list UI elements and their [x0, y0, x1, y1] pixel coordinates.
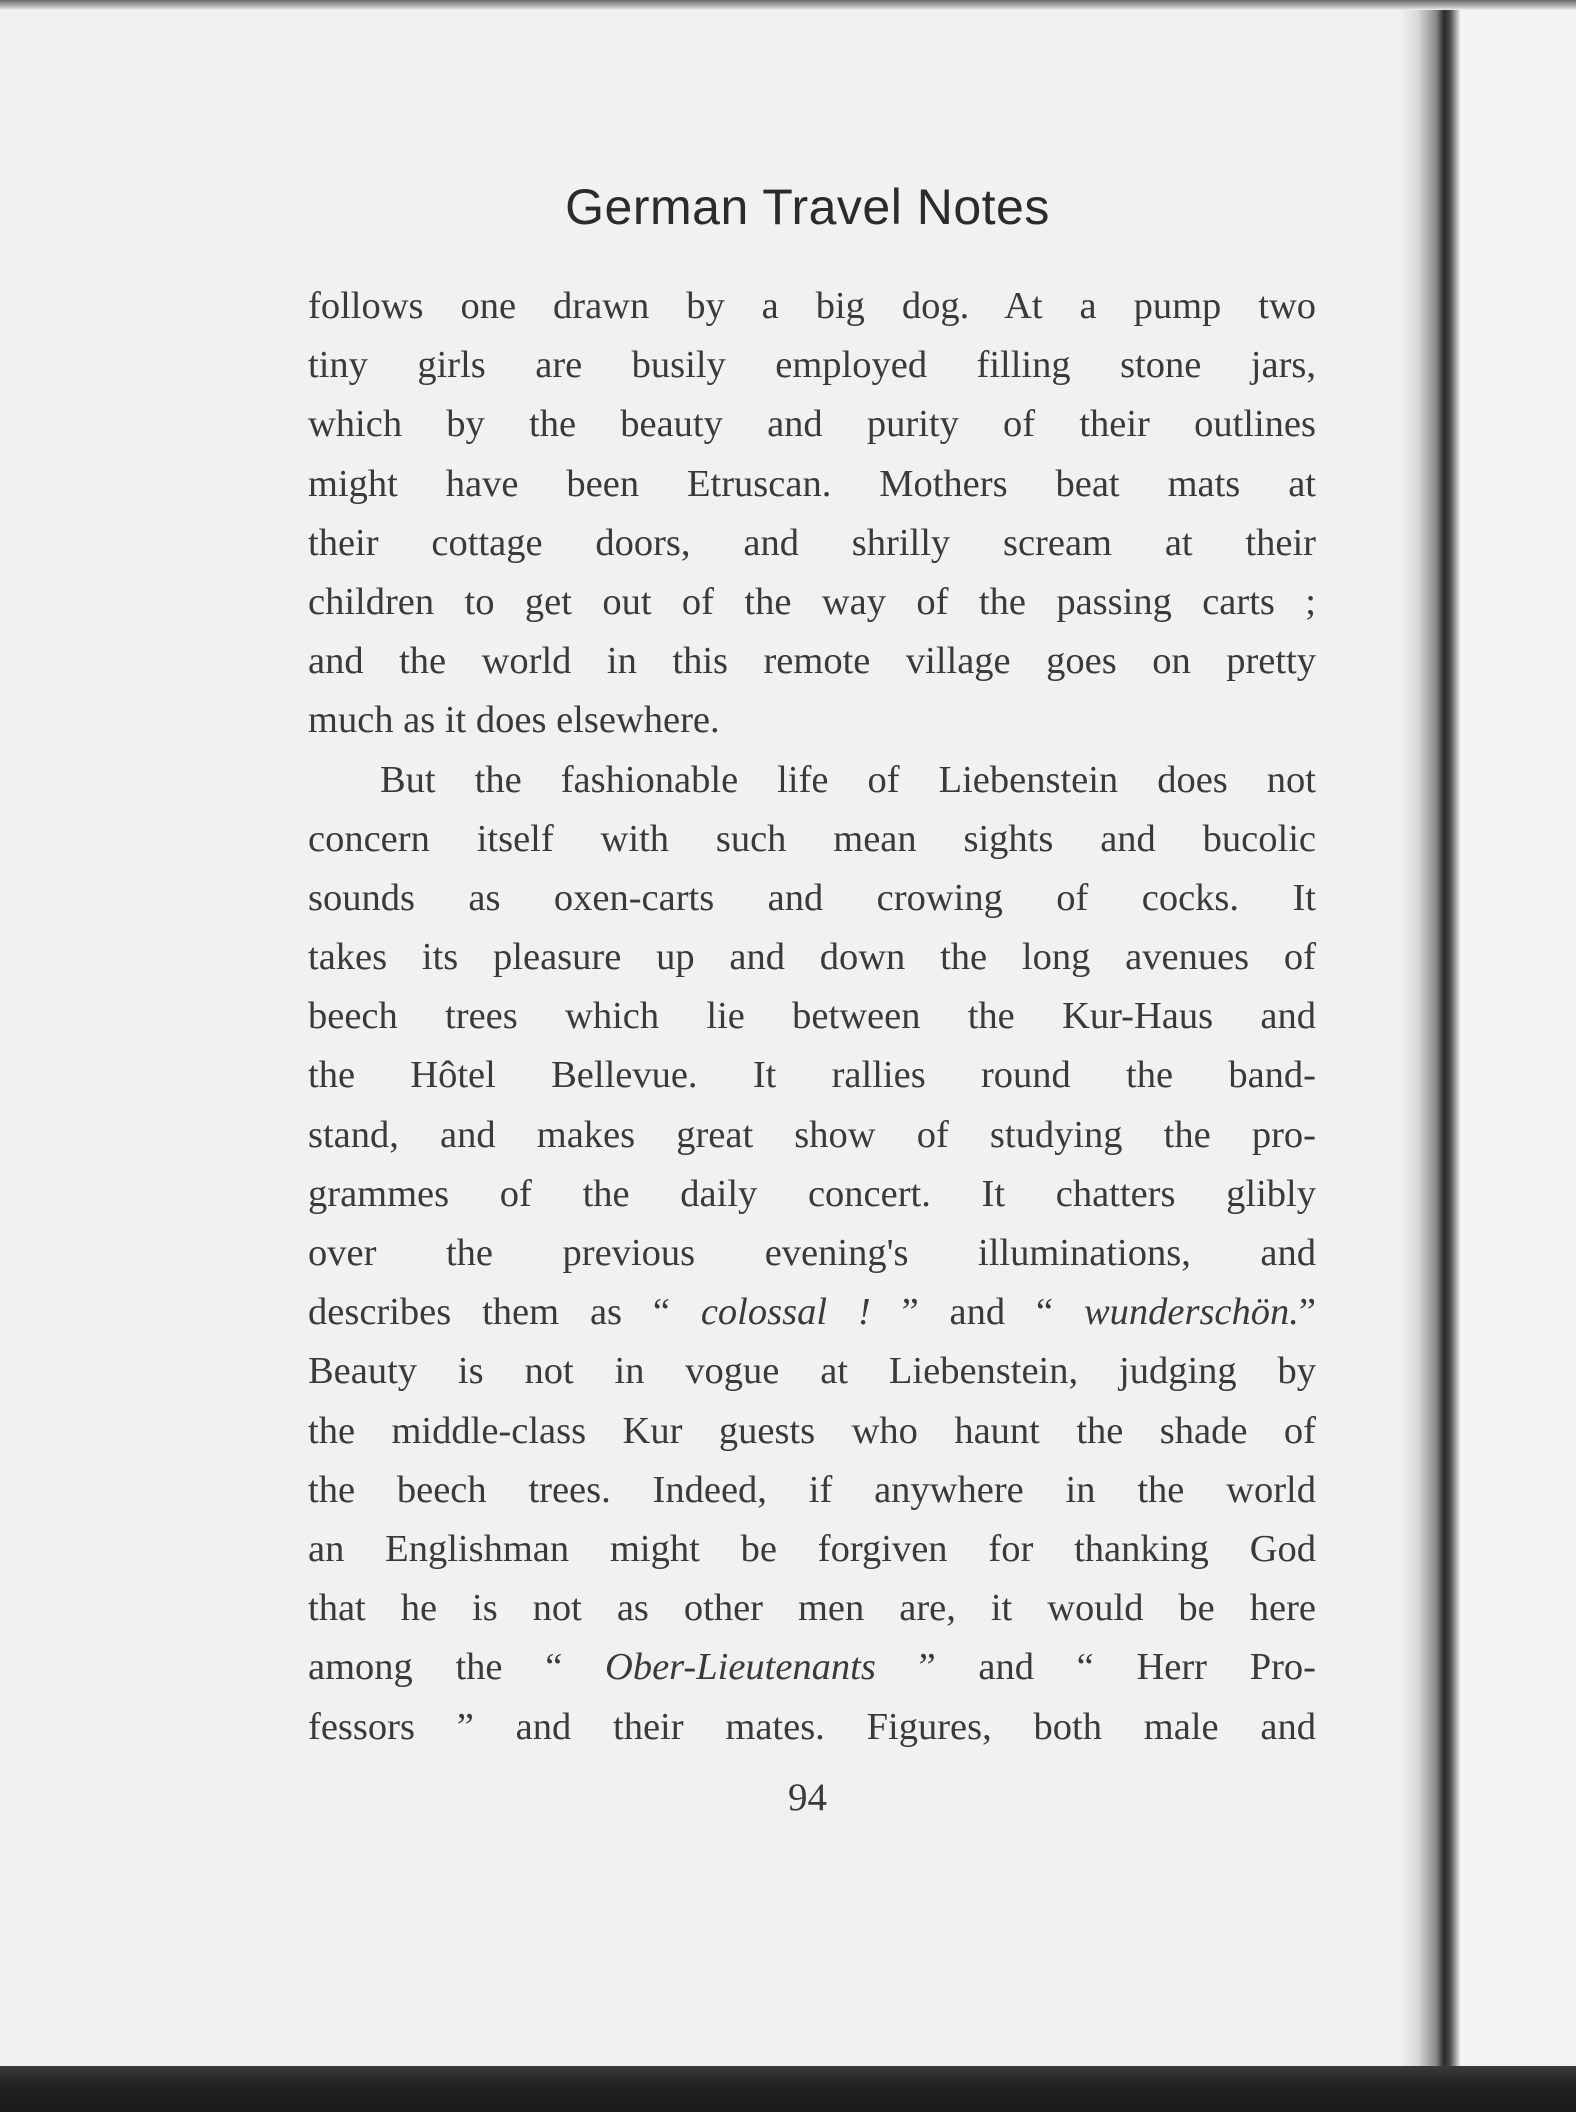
text-line: the middle-class Kur guests who haunt the shade of: [308, 1409, 1316, 1452]
scan-top-edge: [0, 0, 1576, 10]
text-line: tiny girls are busily employed filling stone jars,: [308, 344, 1316, 387]
italic-word: colossal !: [700, 1291, 871, 1334]
paragraph-start-line: But the fashionable life of Liebenstein does not: [380, 758, 1316, 801]
text-fragment: among the “: [308, 1646, 606, 1689]
text-line-with-italics: [308, 1283, 1316, 1342]
book-page: [0, 10, 1400, 2066]
text-line: Beauty is not in vogue at Liebenstein, judging by: [308, 1350, 1316, 1393]
text-line: which by the beauty and purity of their outlines: [308, 403, 1316, 446]
text-line-with-italics: [308, 1638, 1316, 1697]
text-line: the beech trees. Indeed, if anywhere in the world: [308, 1468, 1316, 1511]
text-line: takes its pleasure up and down the long avenues of: [308, 936, 1316, 979]
text-line: and the world in this remote village goes on pretty: [308, 640, 1316, 683]
text-fragment: ” and “: [870, 1291, 1084, 1334]
text-line: children to get out of the way of the passing carts ;: [308, 580, 1316, 623]
text-line: sounds as oxen-carts and crowing of cocks. It: [308, 876, 1316, 919]
text-line: grammes of the daily concert. It chatters glibly: [308, 1172, 1316, 1215]
book-spine-shadow: [1400, 10, 1460, 2070]
text-line: their cottage doors, and shrilly scream at their: [308, 521, 1316, 564]
italic-word: wunderschön.: [1083, 1291, 1299, 1334]
text-fragment: describes them as “: [308, 1291, 701, 1334]
facing-page-edge: [1460, 10, 1576, 2070]
text-line: fessors ” and their mates. Figures, both male and: [308, 1705, 1316, 1748]
italic-word: Ober-Lieutenants: [605, 1646, 876, 1689]
text-line: the Hôtel Bellevue. It rallies round the band-: [308, 1054, 1316, 1097]
text-line: beech trees which lie between the Kur-Haus and: [308, 995, 1316, 1038]
text-line: stand, and makes great show of studying the pro-: [308, 1113, 1316, 1156]
text-line: an Englishman might be forgiven for thanking God: [308, 1527, 1316, 1570]
text-line: follows one drawn by a big dog. At a pump two: [308, 285, 1316, 327]
text-line: that he is not as other men are, it would be here: [308, 1587, 1316, 1630]
page-number: 94: [788, 1776, 827, 1819]
text-line: over the previous evening's illuminations, and: [308, 1232, 1316, 1274]
text-line: concern itself with such mean sights and bucolic: [308, 817, 1316, 860]
running-head: German Travel Notes: [565, 179, 1050, 235]
scan-bottom-edge: [0, 2066, 1576, 2112]
text-line: much as it does elsewhere.: [308, 699, 720, 742]
body-text: [308, 277, 1316, 1757]
text-fragment: ” and “ Herr Pro-: [875, 1646, 1316, 1689]
text-line: might have been Etruscan. Mothers beat mats at: [308, 462, 1316, 505]
text-fragment: ”: [1298, 1291, 1316, 1334]
